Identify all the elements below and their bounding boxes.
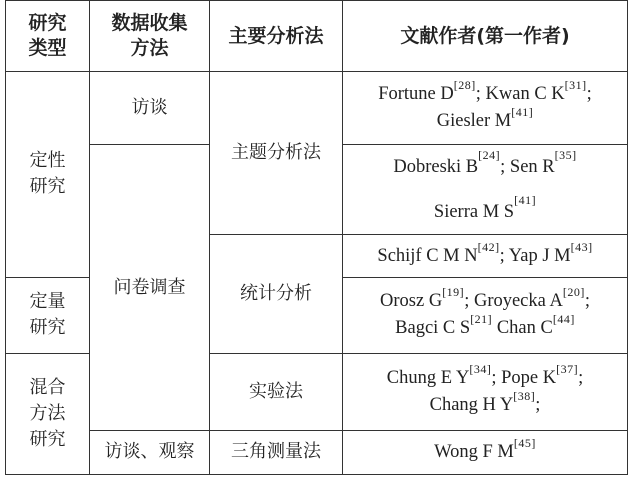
refs-cell-1: Fortune D[28]; Kwan C K[31]; Giesler M[41] [343,72,628,145]
type-quantitative: 定量 研究 [6,277,90,353]
method-interview-observation: 访谈、观察 [90,430,210,474]
method-questionnaire: 问卷调查 [90,145,210,431]
header-data-collection-method: 数据收集 方法 [90,1,210,72]
type-mixed-methods: 混合 方法 研究 [6,353,90,474]
header-main-analysis-method: 主要分析法 [210,1,343,72]
analysis-experimental: 实验法 [210,353,343,430]
analysis-triangulation: 三角测量法 [210,430,343,474]
header-authors: 文献作者(第一作者) [343,1,628,72]
header-row [6,1,628,72]
refs-cell-2: Dobreski B[24]; Sen R[35] Sierra M S[41] [343,145,628,235]
table-row [6,72,628,145]
table-row [6,430,628,474]
analysis-thematic: 主题分析法 [210,72,343,235]
refs-cell-3: Schijf C M N[42]; Yap J M[43] [343,235,628,277]
refs-cell-4: Orosz G[19]; Groyecka A[20]; Bagci C S[21] Chan C[44] [343,277,628,353]
method-interview: 访谈 [90,72,210,145]
header-research-type: 研究 类型 [6,1,90,72]
refs-cell-5: Chung E Y[34]; Pope K[37]; Chang H Y[38]; [343,353,628,430]
type-qualitative: 定性 研究 [6,72,90,277]
analysis-statistical: 统计分析 [210,235,343,353]
refs-cell-6: Wong F M[45] [343,430,628,474]
literature-table [5,0,628,475]
